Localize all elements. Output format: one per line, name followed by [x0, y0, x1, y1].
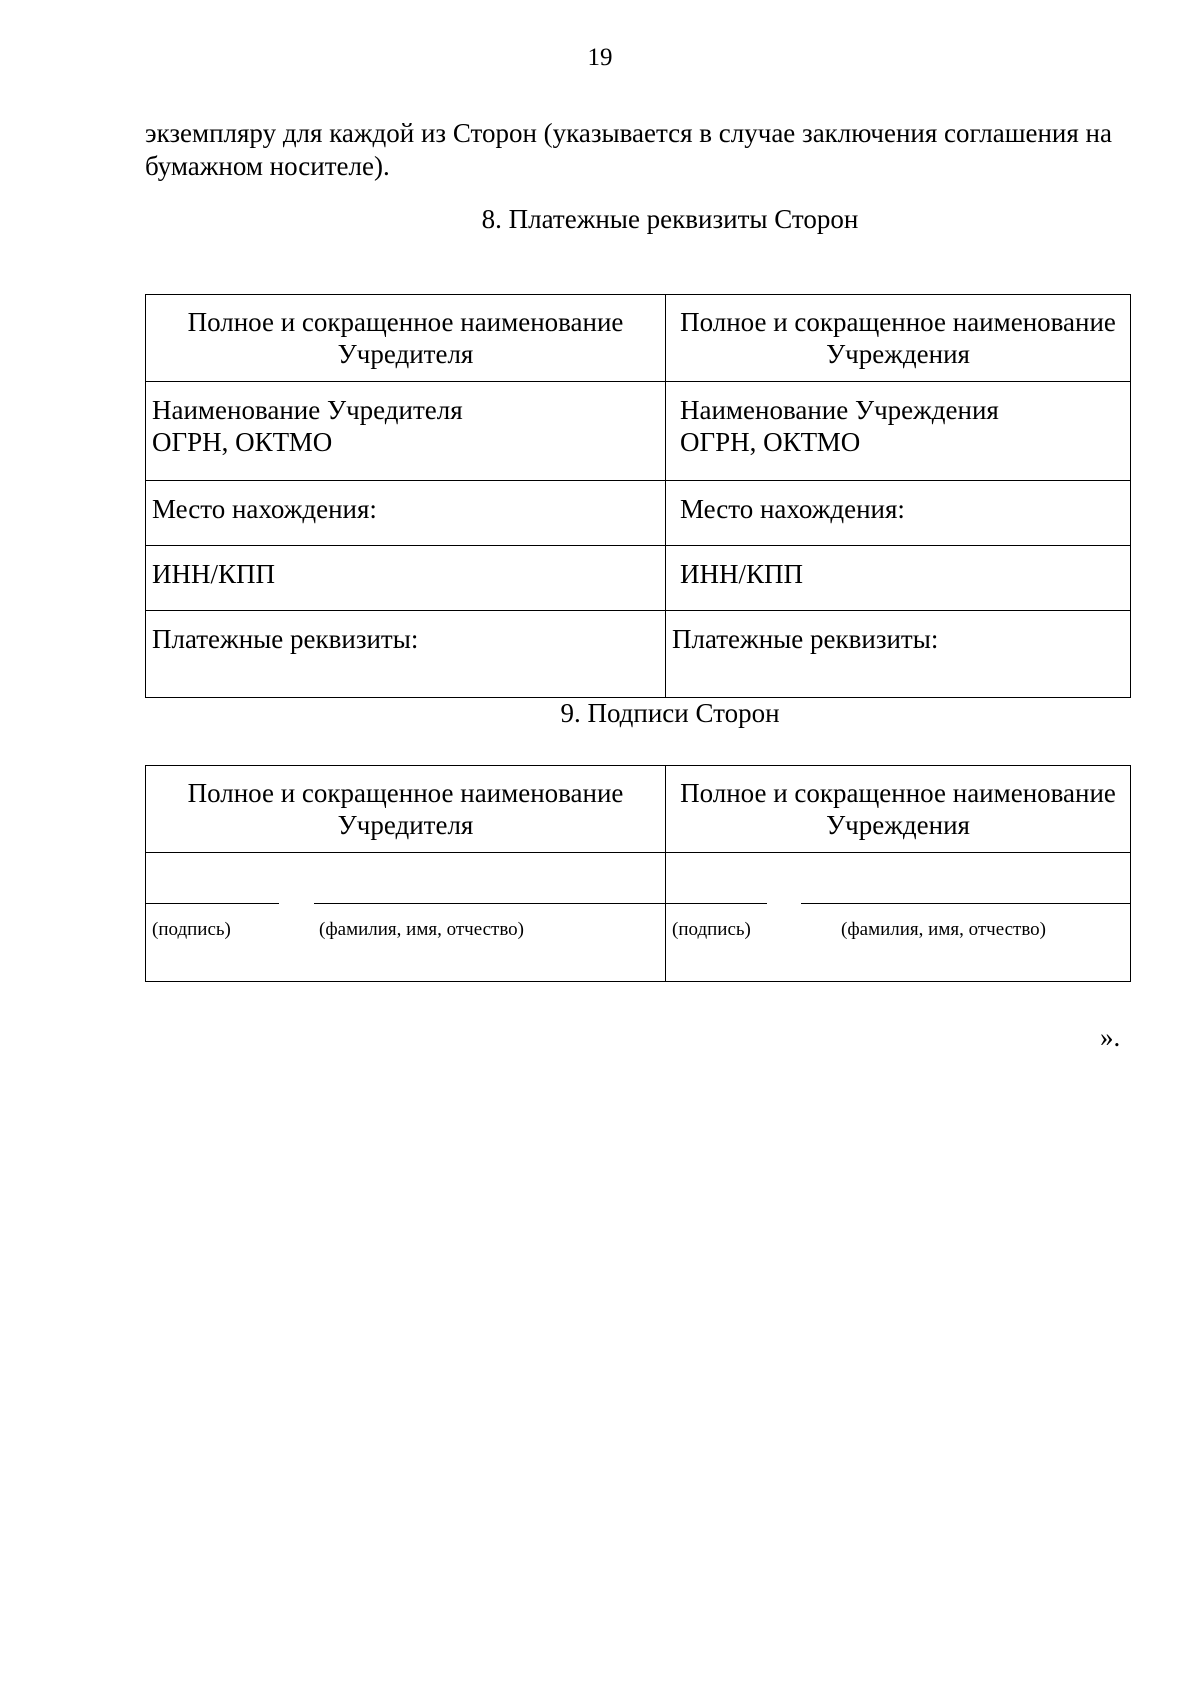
institution-signature-line — [666, 903, 767, 904]
founder-inn-cell: ИНН/КПП — [146, 546, 666, 611]
intro-paragraph: экземпляру для каждой из Сторон (указывается в случае заключения соглашения на бумажном носителе). — [145, 118, 1112, 181]
institution-location-cell: Место нахождения: — [666, 481, 1131, 546]
founder-fullname-line — [314, 903, 666, 904]
institution-sign-header-cell: Полное и сокращенное наименование Учреждения — [666, 766, 1131, 853]
founder-signature-cell — [146, 853, 666, 982]
founder-signature-caption: (подпись) — [152, 919, 231, 940]
institution-ogrn-label: ОГРН, ОКТМО — [680, 427, 861, 457]
institution-signature-cell — [666, 853, 1131, 982]
table-row — [146, 382, 1131, 481]
section-9-title: 9. Подписи Сторон — [560, 698, 780, 728]
page-number: 19 — [587, 44, 613, 71]
institution-signature-caption: (подпись) — [672, 919, 751, 940]
institution-fullname-line — [801, 903, 1131, 904]
section-8-title: 8. Платежные реквизиты Сторон — [481, 204, 859, 234]
table-header-row — [146, 295, 1131, 382]
institution-name-caption: (фамилия, имя, отчество) — [841, 919, 1047, 940]
founder-name-cell — [146, 382, 666, 481]
payment-details-table — [145, 294, 1131, 698]
founder-location-cell: Место нахождения: — [146, 481, 666, 546]
founder-signature-line — [146, 903, 279, 904]
closing-quote-mark: ». — [1100, 1022, 1121, 1052]
founder-sign-header-cell: Полное и сокращенное наименование Учредителя — [146, 766, 666, 853]
signatures-table — [145, 765, 1131, 982]
institution-inn-cell: ИНН/КПП — [666, 546, 1131, 611]
institution-header-cell: Полное и сокращенное наименование Учреждения — [666, 295, 1131, 382]
institution-payment-cell: Платежные реквизиты: — [666, 611, 1131, 698]
institution-name-label: Наименование Учреждения — [680, 395, 999, 425]
founder-payment-cell: Платежные реквизиты: — [146, 611, 666, 698]
signature-row — [146, 853, 1131, 982]
founder-header-cell: Полное и сокращенное наименование Учредителя — [146, 295, 666, 382]
founder-name-label: Наименование Учредителя — [152, 395, 463, 425]
table-header-row — [146, 766, 1131, 853]
table-row — [146, 611, 1131, 698]
institution-name-cell — [666, 382, 1131, 481]
founder-ogrn-label: ОГРН, ОКТМО — [152, 427, 333, 457]
table-row — [146, 481, 1131, 546]
table-row — [146, 546, 1131, 611]
founder-name-caption: (фамилия, имя, отчество) — [319, 919, 525, 940]
